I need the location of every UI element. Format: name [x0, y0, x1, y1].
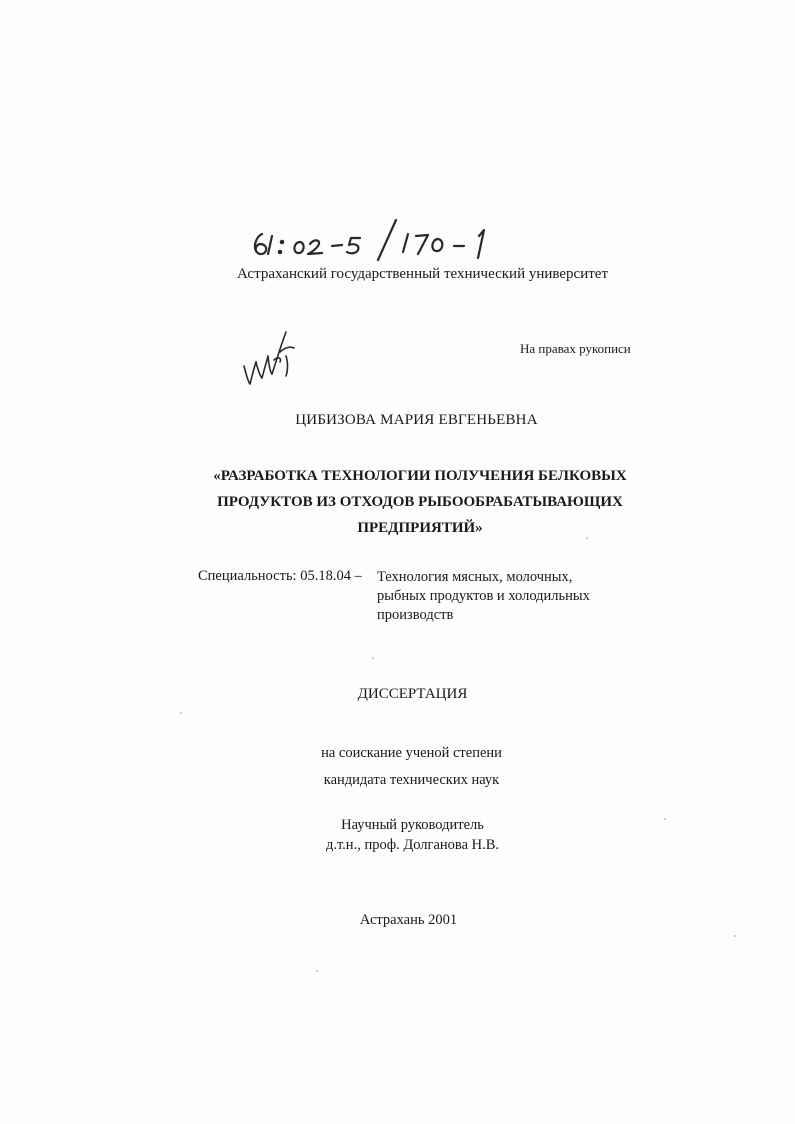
scan-speck [734, 935, 736, 937]
supervisor-block [0, 815, 795, 855]
scan-speck [180, 712, 182, 714]
signature-icon [236, 326, 306, 388]
city-year: Астрахань 2001 [359, 912, 458, 928]
scan-speck [372, 657, 374, 659]
specialty-line-1: Технология мясных, молочных, [377, 569, 573, 585]
author-name: ЦИБИЗОВА МАРИЯ ЕВГЕНЬЕВНА [295, 412, 538, 428]
scan-speck [664, 818, 666, 820]
document-type: ДИССЕРТАЦИЯ [357, 686, 468, 702]
university-name: Астраханский государственный технический университет [236, 266, 609, 282]
specialty-label: Специальность: 05.18.04 – [198, 568, 362, 584]
rights-notice: На правах рукописи [520, 341, 631, 356]
title-line-1: «РАЗРАБОТКА ТЕХНОЛОГИИ ПОЛУЧЕНИЯ БЕЛКОВЫХ [213, 468, 627, 484]
specialty-description [377, 568, 637, 625]
specialty-line-2: рыбных продуктов и холодильных [377, 588, 590, 604]
specialty-line-3: производств [377, 607, 454, 623]
title-line-3: ПРЕДПРИЯТИЙ» [357, 520, 483, 536]
title-line-2: ПРОДУКТОВ ИЗ ОТХОДОВ РЫБООБРАБАТЫВАЮЩИХ [217, 494, 623, 510]
degree-line-2: кандидата технических наук [323, 772, 500, 788]
degree-line-1: на соискание ученой степени [321, 745, 502, 761]
handwritten-archive-code [248, 212, 518, 268]
degree-block [0, 740, 795, 794]
scan-speck [586, 537, 588, 539]
scan-speck [316, 970, 318, 972]
dissertation-title [190, 463, 650, 541]
supervisor-name: д.т.н., проф. Долганова Н.В. [325, 837, 500, 853]
supervisor-title: Научный руководитель [341, 817, 484, 833]
